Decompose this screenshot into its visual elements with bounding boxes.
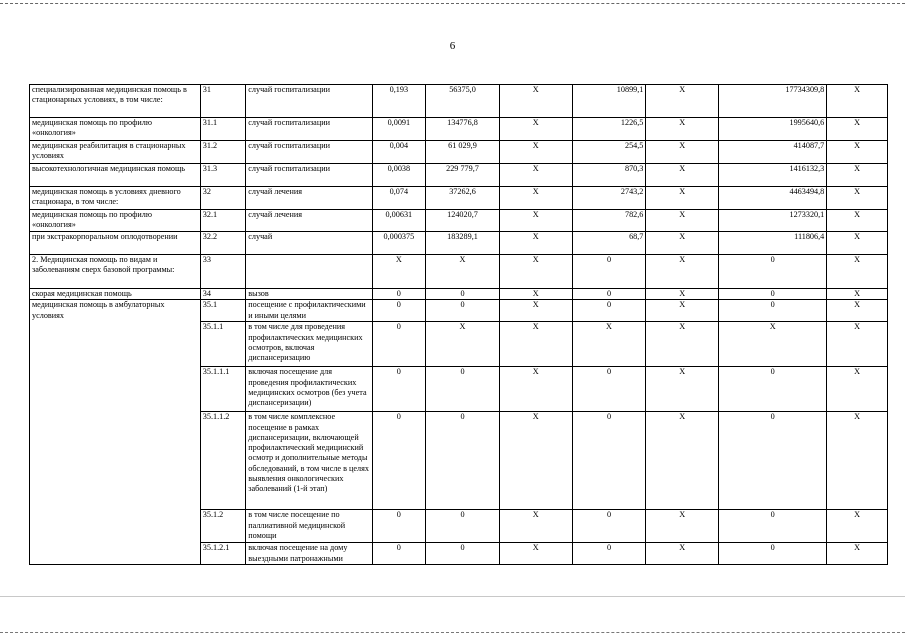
cell-value: 0 xyxy=(719,543,827,565)
row-number: 31.2 xyxy=(200,141,245,164)
row-name: при экстракорпоральном оплодотворении xyxy=(30,232,201,255)
cell-value: X xyxy=(646,289,719,300)
cell-value: X xyxy=(827,289,888,300)
cell-value: 124020,7 xyxy=(426,210,500,232)
row-unit: случай xyxy=(246,232,372,255)
table-row xyxy=(30,141,888,164)
cell-value: X xyxy=(646,85,719,118)
cell-value: 0,0091 xyxy=(372,118,426,141)
row-name: медицинская помощь в условиях дневного стационара, в том числе: xyxy=(30,187,201,210)
row-number: 35.1.2 xyxy=(200,510,245,543)
cell-value: 0,00631 xyxy=(372,210,426,232)
cell-value: X xyxy=(827,210,888,232)
cell-value: X xyxy=(426,322,500,367)
cell-value: 0,193 xyxy=(372,85,426,118)
page-number: 6 xyxy=(449,40,456,52)
row-unit: в том числе комплексное посещение в рамках диспансеризации, включающей профилактический медицинский осмотр и дополнительные методы обследований, в том числе в целях выявления онкологических заболеваний (1-й этап) xyxy=(246,412,372,510)
cell-value: X xyxy=(646,255,719,289)
row-unit xyxy=(246,255,372,289)
cell-value: 0 xyxy=(372,289,426,300)
cell-value: 0 xyxy=(572,543,646,565)
table-row xyxy=(30,232,888,255)
cell-value: 17734309,8 xyxy=(719,85,827,118)
row-name: 2. Медицинская помощь по видам и заболеваниям сверх базовой программы: xyxy=(30,255,201,289)
row-number: 31 xyxy=(200,85,245,118)
cell-value: X xyxy=(827,367,888,412)
cell-value: 0 xyxy=(426,412,500,510)
row-unit: случай госпитализации xyxy=(246,118,372,141)
row-number: 34 xyxy=(200,289,245,300)
cell-value: 0 xyxy=(572,300,646,322)
cell-value: 0 xyxy=(372,510,426,543)
row-name: медицинская помощь в амбулаторных условиях xyxy=(30,300,201,565)
row-name: медицинская помощь по профилю «онкология» xyxy=(30,118,201,141)
table-row xyxy=(30,210,888,232)
cell-value: X xyxy=(827,255,888,289)
row-name: высокотехнологичная медицинская помощь xyxy=(30,164,201,187)
cell-value: X xyxy=(646,210,719,232)
report-table xyxy=(29,84,888,565)
row-unit: включая посещение на дому выездными патронажными xyxy=(246,543,372,565)
cell-value: 2743,2 xyxy=(572,187,646,210)
cell-value: X xyxy=(646,232,719,255)
row-number: 32 xyxy=(200,187,245,210)
cell-value: X xyxy=(827,322,888,367)
cell-value: X xyxy=(646,367,719,412)
cell-value: 0 xyxy=(719,367,827,412)
row-unit: включая посещение для проведения профилактических медицинских осмотров (без учета диспансеризации) xyxy=(246,367,372,412)
cell-value: X xyxy=(426,255,500,289)
cell-value: 0,074 xyxy=(372,187,426,210)
cell-value: X xyxy=(499,300,572,322)
cell-value: 0 xyxy=(426,543,500,565)
cell-value: 111806,4 xyxy=(719,232,827,255)
scan-edge-top xyxy=(0,3,905,4)
cell-value: 0 xyxy=(572,412,646,510)
table-row xyxy=(30,118,888,141)
cell-value: X xyxy=(646,322,719,367)
cell-value: 0,000375 xyxy=(372,232,426,255)
cell-value: X xyxy=(646,543,719,565)
cell-value: 10899,1 xyxy=(572,85,646,118)
row-number: 32.2 xyxy=(200,232,245,255)
table-row xyxy=(30,85,888,118)
cell-value: 183289,1 xyxy=(426,232,500,255)
cell-value: X xyxy=(499,255,572,289)
row-number: 31.1 xyxy=(200,118,245,141)
cell-value: X xyxy=(646,412,719,510)
cell-value: X xyxy=(499,289,572,300)
cell-value: 0 xyxy=(426,367,500,412)
row-number: 35.1.1.1 xyxy=(200,367,245,412)
row-number: 35.1 xyxy=(200,300,245,322)
cell-value: X xyxy=(827,510,888,543)
cell-value: X xyxy=(646,141,719,164)
cell-value: 0 xyxy=(719,289,827,300)
row-unit: в том числе посещение по паллиативной медицинской помощи xyxy=(246,510,372,543)
cell-value: X xyxy=(646,164,719,187)
cell-value: 0 xyxy=(719,412,827,510)
table-row xyxy=(30,300,888,322)
table-row xyxy=(30,187,888,210)
row-number: 33 xyxy=(200,255,245,289)
cell-value: 0 xyxy=(426,510,500,543)
cell-value: 0 xyxy=(426,300,500,322)
cell-value: 56375,0 xyxy=(426,85,500,118)
cell-value: X xyxy=(499,187,572,210)
row-name: медицинская реабилитация в стационарных условиях xyxy=(30,141,201,164)
table-row xyxy=(30,255,888,289)
cell-value: 0 xyxy=(372,300,426,322)
row-unit: посещение с профилактическими и иными целями xyxy=(246,300,372,322)
cell-value: X xyxy=(827,85,888,118)
cell-value: 0 xyxy=(572,510,646,543)
cell-value: 1226,5 xyxy=(572,118,646,141)
cell-value: 0 xyxy=(719,300,827,322)
cell-value: X xyxy=(499,510,572,543)
row-name: скорая медицинская помощь xyxy=(30,289,201,300)
cell-value: 0 xyxy=(372,322,426,367)
cell-value: 0 xyxy=(572,367,646,412)
cell-value: X xyxy=(499,412,572,510)
row-name: специализированная медицинская помощь в стационарных условиях, в том числе: xyxy=(30,85,201,118)
row-number: 35.1.2.1 xyxy=(200,543,245,565)
cell-value: X xyxy=(499,85,572,118)
cell-value: X xyxy=(827,141,888,164)
cell-value: 0 xyxy=(719,510,827,543)
cell-value: X xyxy=(499,164,572,187)
cell-value: X xyxy=(827,187,888,210)
cell-value: X xyxy=(646,187,719,210)
cell-value: X xyxy=(499,322,572,367)
cell-value: 0 xyxy=(719,255,827,289)
cell-value: X xyxy=(572,322,646,367)
scan-edge-bottom xyxy=(0,632,905,633)
cell-value: X xyxy=(827,118,888,141)
row-name: медицинская помощь по профилю «онкология» xyxy=(30,210,201,232)
cell-value: X xyxy=(646,510,719,543)
scan-divider xyxy=(0,596,905,597)
cell-value: 61 029,9 xyxy=(426,141,500,164)
row-unit: в том числе для проведения профилактических медицинских осмотров, включая диспансеризацию xyxy=(246,322,372,367)
cell-value: 134776,8 xyxy=(426,118,500,141)
cell-value: X xyxy=(499,210,572,232)
cell-value: 782,6 xyxy=(572,210,646,232)
row-number: 31.3 xyxy=(200,164,245,187)
row-number: 35.1.1.2 xyxy=(200,412,245,510)
cell-value: 229 779,7 xyxy=(426,164,500,187)
cell-value: X xyxy=(827,543,888,565)
cell-value: 0,0038 xyxy=(372,164,426,187)
cell-value: X xyxy=(827,164,888,187)
cell-value: 254,5 xyxy=(572,141,646,164)
cell-value: 1416132,3 xyxy=(719,164,827,187)
cell-value: X xyxy=(646,118,719,141)
table-row xyxy=(30,164,888,187)
cell-value: 0 xyxy=(572,255,646,289)
cell-value: 0 xyxy=(372,367,426,412)
cell-value: 0 xyxy=(372,543,426,565)
cell-value: 1273320,1 xyxy=(719,210,827,232)
row-unit: случай лечения xyxy=(246,187,372,210)
cell-value: 870,3 xyxy=(572,164,646,187)
cell-value: 37262,6 xyxy=(426,187,500,210)
cell-value: 414087,7 xyxy=(719,141,827,164)
cell-value: 4463494,8 xyxy=(719,187,827,210)
cell-value: X xyxy=(646,300,719,322)
row-unit: случай лечения xyxy=(246,210,372,232)
row-number: 32.1 xyxy=(200,210,245,232)
cell-value: X xyxy=(827,232,888,255)
cell-value: X xyxy=(827,412,888,510)
table-row xyxy=(30,289,888,300)
row-unit: случай госпитализации xyxy=(246,141,372,164)
cell-value: X xyxy=(499,232,572,255)
cell-value: 1995640,6 xyxy=(719,118,827,141)
row-unit: вызов xyxy=(246,289,372,300)
cell-value: 0 xyxy=(372,412,426,510)
cell-value: X xyxy=(827,300,888,322)
cell-value: X xyxy=(499,118,572,141)
cell-value: 0,004 xyxy=(372,141,426,164)
cell-value: 0 xyxy=(572,289,646,300)
cell-value: X xyxy=(719,322,827,367)
cell-value: X xyxy=(499,141,572,164)
cell-value: X xyxy=(372,255,426,289)
row-unit: случай госпитализации xyxy=(246,164,372,187)
row-unit: случай госпитализации xyxy=(246,85,372,118)
cell-value: X xyxy=(499,543,572,565)
cell-value: 68,7 xyxy=(572,232,646,255)
row-number: 35.1.1 xyxy=(200,322,245,367)
cell-value: 0 xyxy=(426,289,500,300)
cell-value: X xyxy=(499,367,572,412)
